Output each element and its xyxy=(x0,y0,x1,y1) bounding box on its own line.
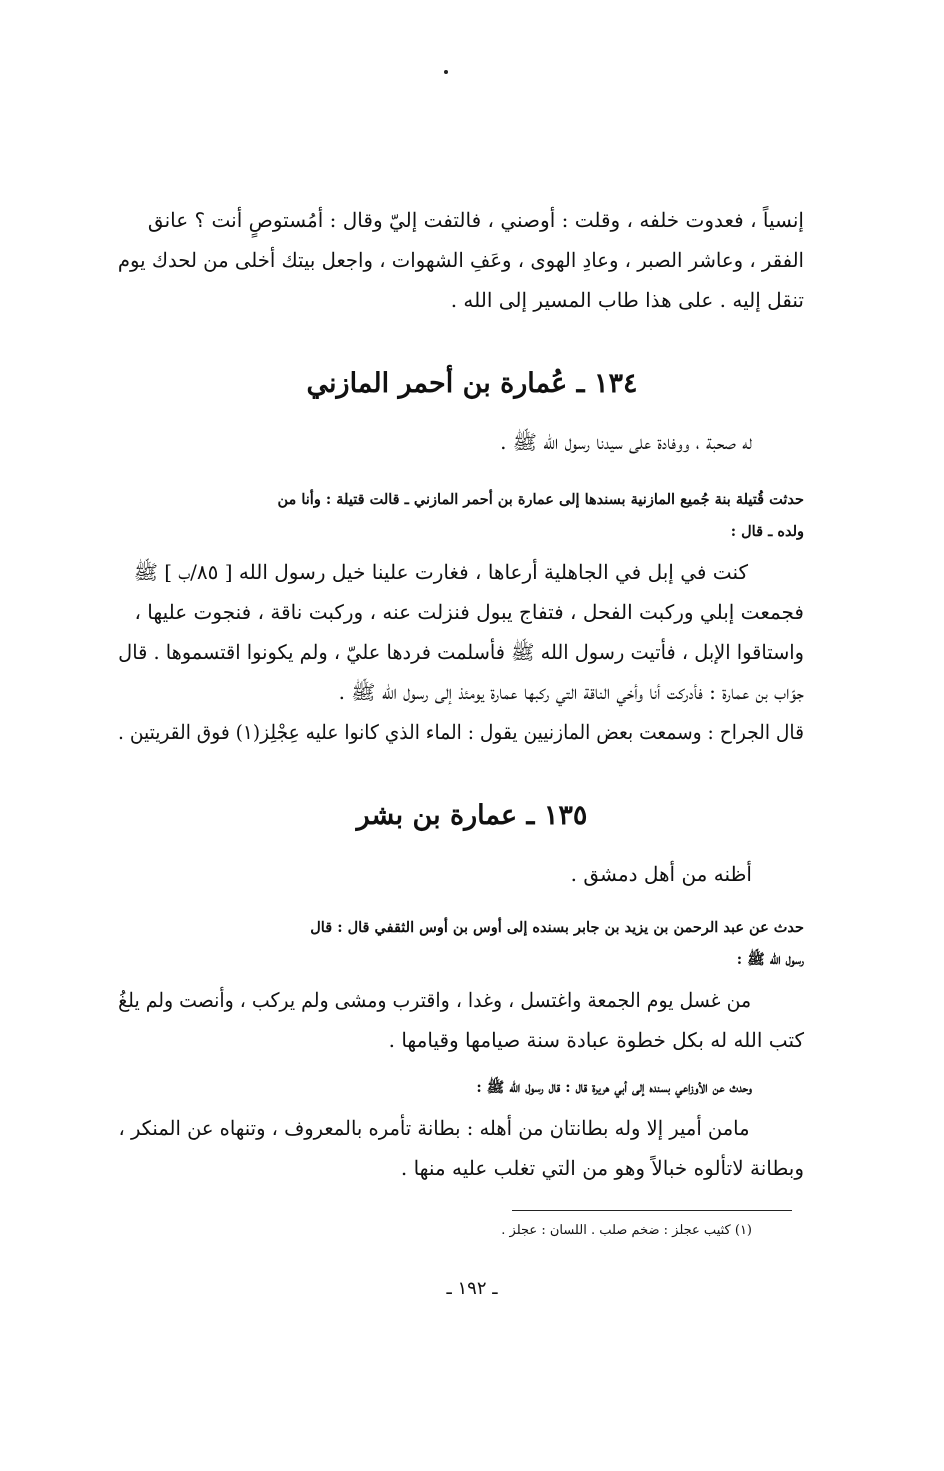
hadith-text xyxy=(118,980,804,1060)
text-line: الفقر ، وعاشر الصبر ، وعادِ الهوى ، وعَفِ الشهوات ، واجعل بيتك أخلى من لحدك يوم xyxy=(117,248,804,272)
text-line: من غسل يوم الجمعة واغتسل ، وغدا ، واقترب ومشى ولم يركب ، وأنصت ولم يلغُ xyxy=(118,988,752,1012)
hadith-text xyxy=(118,1108,804,1188)
text-line: إنسياً ، فعدوت خلفه ، وقلت : أوصني ، فالتفت إليّ وقال : أمُستوصٍ أنت ؟ عانق xyxy=(147,208,804,232)
text-line: كنت في إبل في الجاهلية أرعاها ، فغارت علينا خيل رسول الله [ ٨٥/ب ] ﷺ xyxy=(133,560,748,584)
text-line: حدثت قُتيلة بنة جُميع المازنية بسندها إلى عمارة بن أحمر المازني ـ قالت قتيلة : وأنا من xyxy=(277,491,804,508)
text-line: كتب الله له بكل خطوة عبادة سنة صيامها وقيامها . xyxy=(388,1028,804,1052)
text-line: مامن أمير إلا وله بطانتان من أهله : بطانة تأمره بالمعروف ، وتنهاه عن المنكر ، xyxy=(118,1116,750,1140)
narration-text xyxy=(118,552,804,752)
footnote-divider xyxy=(512,1210,792,1211)
text-line: ولده ـ قال : xyxy=(730,523,804,540)
paragraph-continuation xyxy=(118,200,804,320)
isnad xyxy=(118,484,804,548)
section-heading: ١٣٥ ـ عمارة بن بشر xyxy=(356,800,588,831)
isnad xyxy=(200,1072,752,1104)
text-line: تنقل إليه . على هذا طاب المسير إلى الله . xyxy=(450,288,804,312)
isnad xyxy=(118,912,804,976)
text-line: وحدث عن الأوزاعي بسنده إلى أبي هريرة قال : قال رسول الله ﷺ : xyxy=(476,1079,752,1096)
text-line: حدث عن عبد الرحمن بن يزيد بن جابر بسنده إلى أوس بن أوس الثقفي قال : قال xyxy=(310,919,804,936)
section-intro xyxy=(300,422,752,462)
text-line: قال الجراح : وسمعت بعض المازنيين يقول : الماء الذي كانوا عليه عِجْلِز(١) فوق القريتين . xyxy=(117,720,805,744)
text-line: له صحبة ، ووفادة على سيدنا رسول الله ﷺ . xyxy=(500,430,752,454)
text-line: فجمعت إبلي وركبت الفحل ، فتفاج يبول فنزلت عنه ، وركبت ناقة ، فنجوت عليها ، xyxy=(134,600,804,624)
page-number: ـ ١٩٢ ـ xyxy=(446,1278,498,1299)
text-line: واستاقوا الإبل ، فأتيت رسول الله ﷺ فأسلمت فردها عليّ ، ولم يكونوا اقتسموها . قال xyxy=(118,640,804,664)
text-line: أظنه من أهل دمشق . xyxy=(570,862,752,886)
footnote: (١) كثيب عجلز : ضخم صلب . اللسان : عجلز . xyxy=(501,1223,752,1238)
section-intro xyxy=(400,854,752,894)
text-line: وبطانة لاتألوه خبالاً وهو من التي تغلب عليه منها . xyxy=(400,1156,804,1180)
top-mark xyxy=(444,70,448,74)
text-line: جوّاب بن عمارة : فأدركت أنا وأخي الناقة التي ركبها عمارة يومئذ إلى رسول الله ﷺ . xyxy=(338,680,804,704)
section-heading: ١٣٤ ـ عُمارة بن أحمر المازني xyxy=(306,368,638,399)
text-line: رسول الله ﷺ : xyxy=(736,951,804,968)
